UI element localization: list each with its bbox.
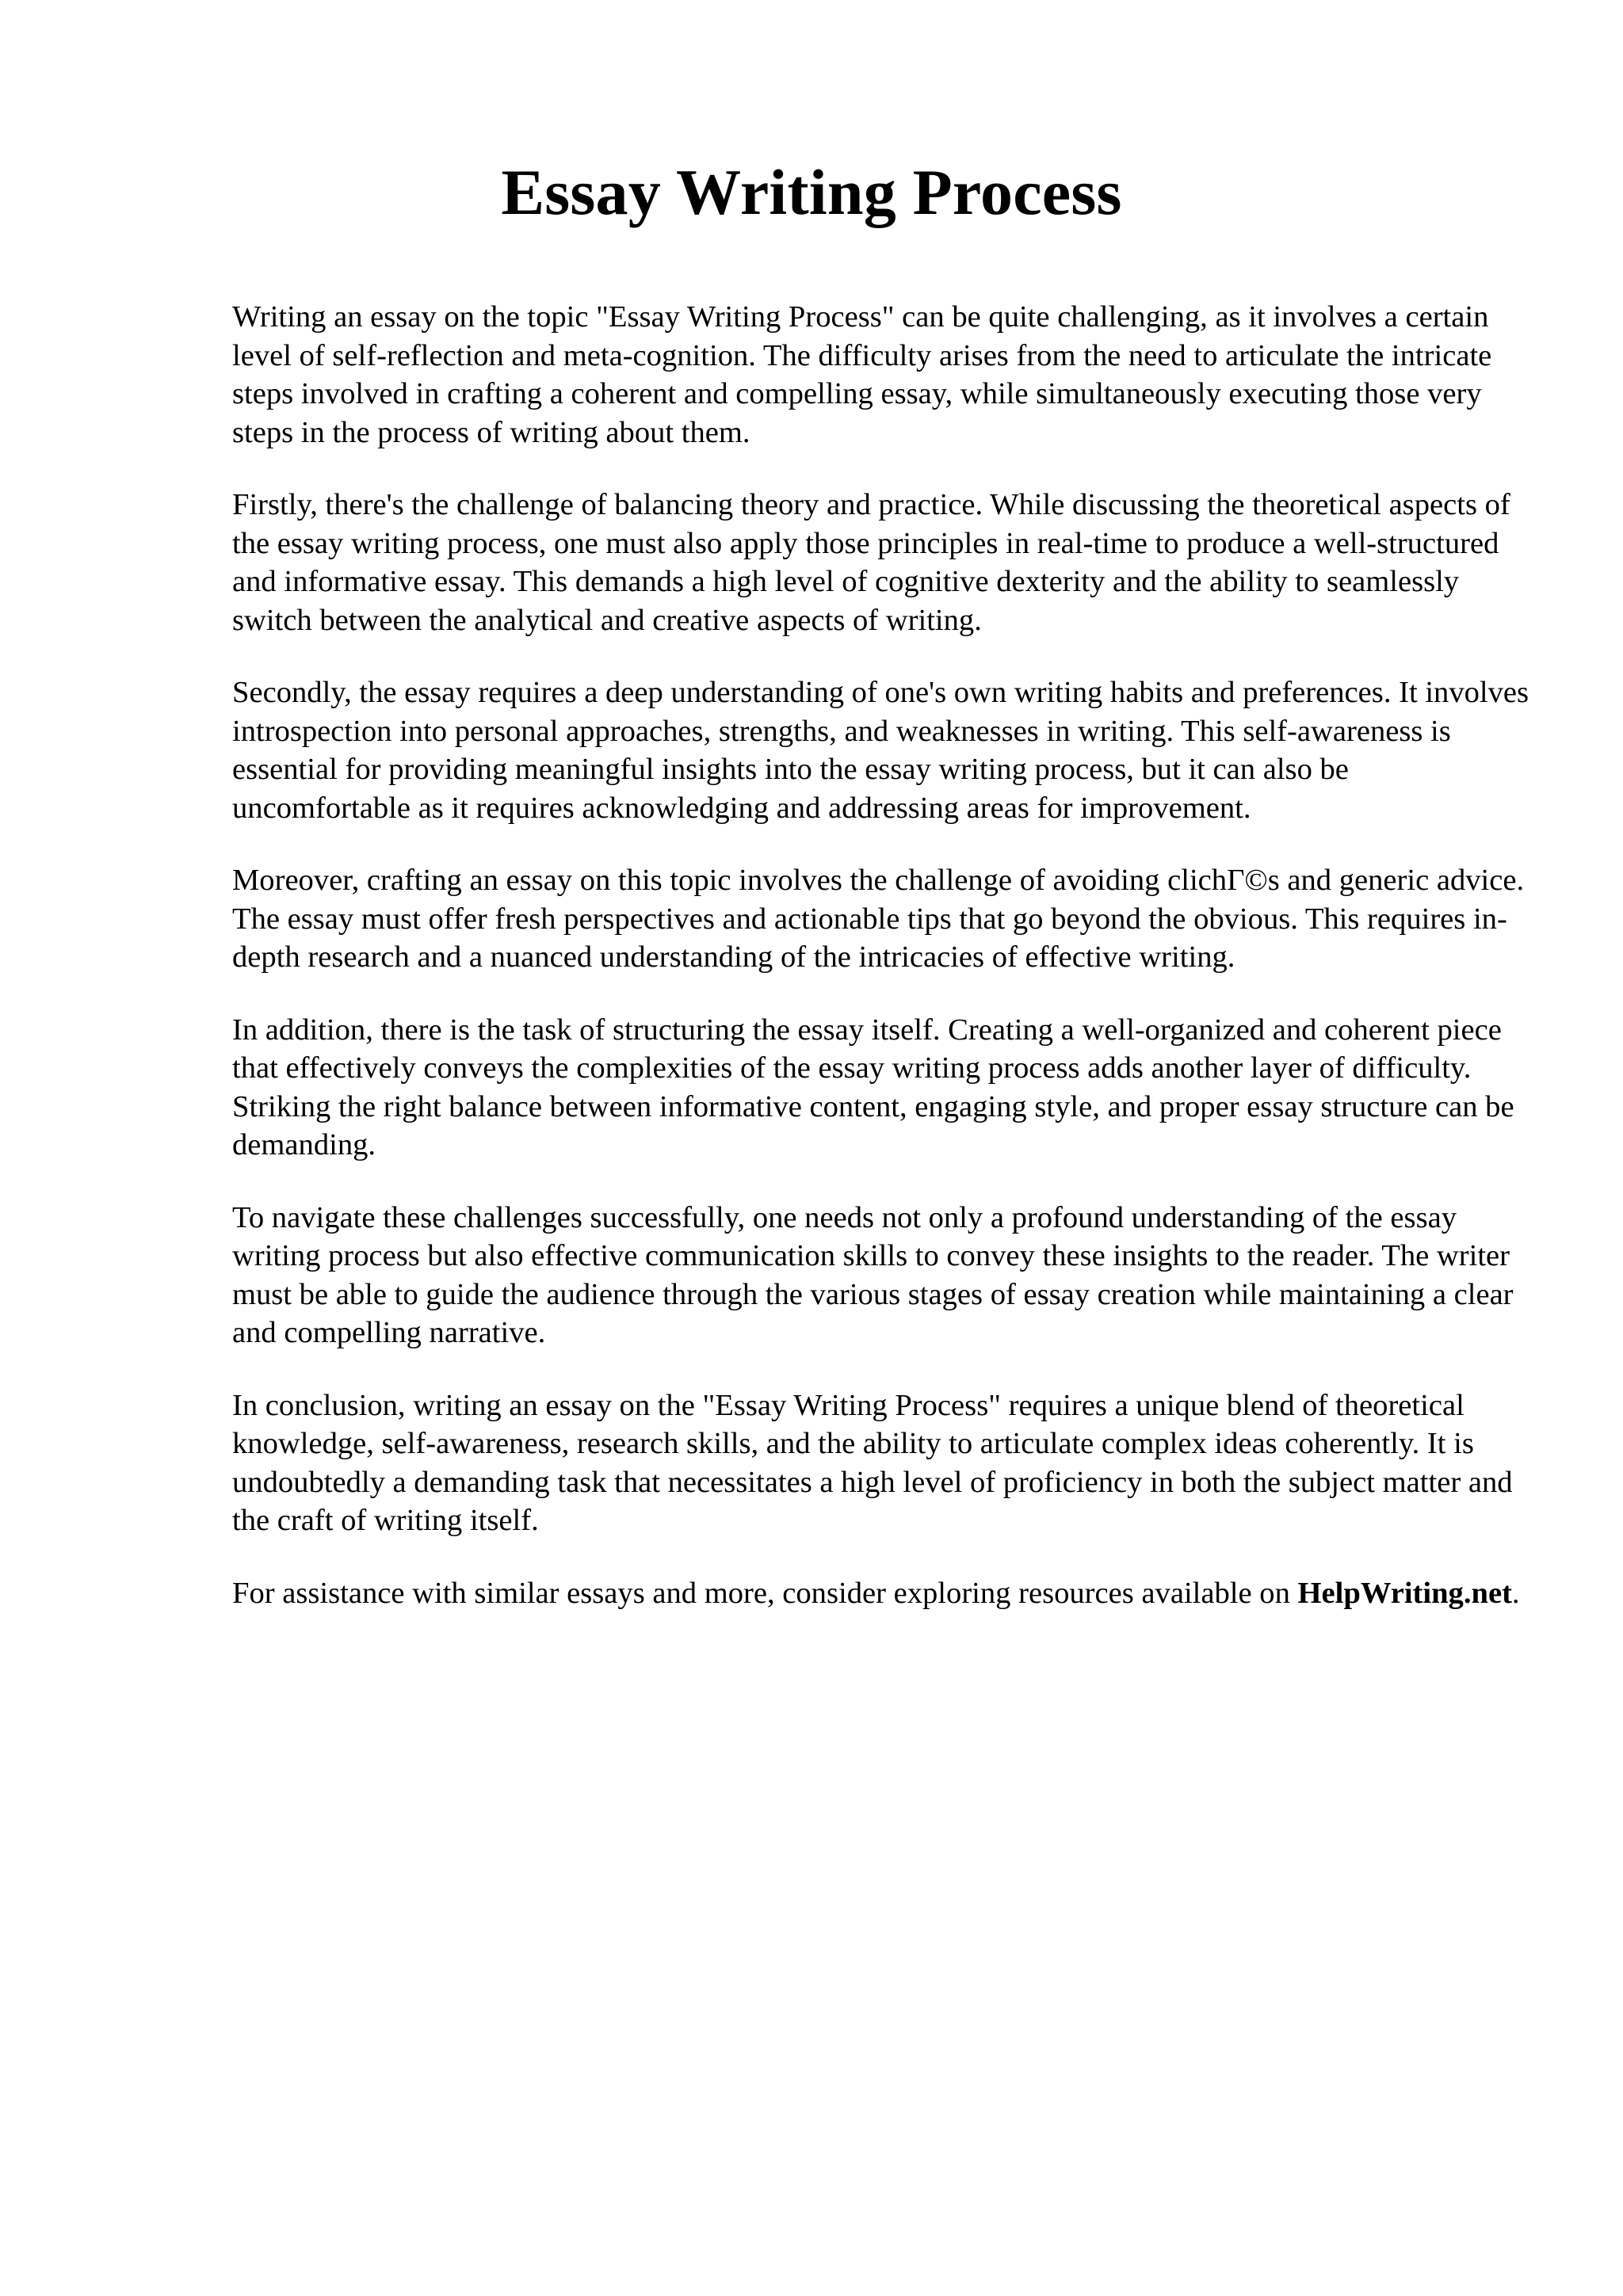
paragraph-2: Firstly, there's the challenge of balancing theory and practice. While discussing the theoretical aspects of the essay writing process, one must also apply those principles in real-time to produce a well-structured and informative essay. This demands a high level of cognitive dexterity and the ability to seamlessly switch between the analytical and creative aspects of writing.	[232, 488, 1510, 637]
closing-paragraph	[232, 1574, 1532, 1613]
closing-period: .	[1511, 1576, 1520, 1610]
paragraph-7: In conclusion, writing an essay on the "Essay Writing Process" requires a unique blend of theoretical knowledge, self-awareness, research skills, and the ability to articulate complex ideas coherently. It is undoubtedly a demanding task that necessitates a high level of proficiency in both the subject matter and the craft of writing itself.	[232, 1388, 1513, 1537]
closing-text: For assistance with similar essays and more, consider exploring resources available on	[232, 1576, 1298, 1610]
paragraph-5: In addition, there is the task of structuring the essay itself. Creating a well-organized and coherent piece that effectively conveys the complexities of the essay writing process adds another layer of difficulty. Striking the right balance between informative content, engaging style, and proper essay structure can be demanding.	[232, 1013, 1514, 1161]
helpwriting-link[interactable]: HelpWriting.net	[1297, 1576, 1512, 1610]
paragraph-1: Writing an essay on the topic "Essay Writing Process" can be quite challenging, as it involves a certain level of self-reflection and meta-cognition. The difficulty arises from the need to articulate the intricate steps involved in crafting a coherent and compelling essay, while simultaneously executing those very steps in the process of writing about them.	[232, 300, 1492, 449]
page-title: Essay Writing Process	[501, 156, 1122, 228]
paragraph-4: Moreover, crafting an essay on this topic involves the challenge of avoiding clichΓ©s and generic advice. The essay must offer fresh perspectives and actionable tips that go beyond the obvious. This requires in-depth research and a nuanced understanding of the intricacies of effective writing.	[232, 864, 1525, 974]
document-body	[232, 298, 1532, 1646]
paragraph-3: Secondly, the essay requires a deep understanding of one's own writing habits and preferences. It involves introspection into personal approaches, strengths, and weaknesses in writing. This self-awareness is essential for providing meaningful insights into the essay writing process, but it can also be uncomfortable as it requires acknowledging and addressing areas for improvement.	[232, 676, 1529, 825]
paragraph-6: To navigate these challenges successfully, one needs not only a profound understanding of the essay writing process but also effective communication skills to convey these insights to the reader. The writer must be able to guide the audience through the various stages of essay creation while maintaining a clear and compelling narrative.	[232, 1200, 1514, 1349]
